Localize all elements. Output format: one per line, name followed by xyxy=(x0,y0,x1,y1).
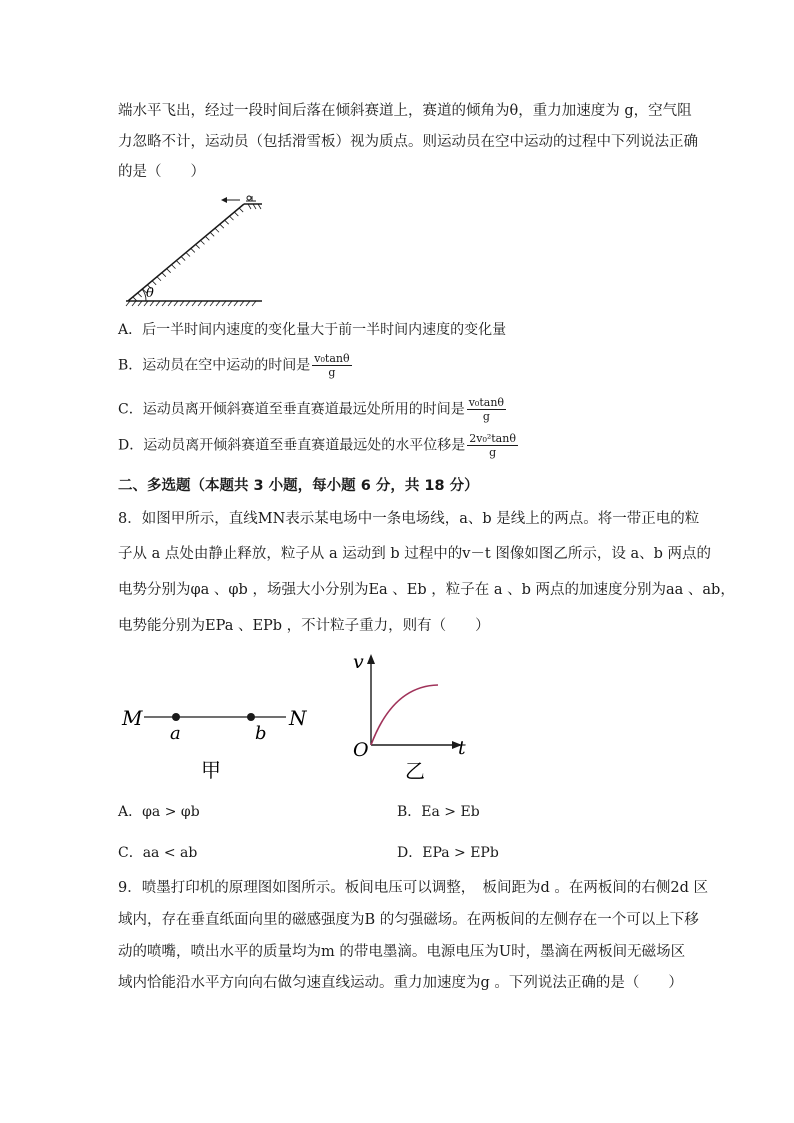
label-a: a xyxy=(170,723,181,744)
theta-label: θ xyxy=(146,286,154,301)
q7-line-2: 力忽略不计，运动员（包括滑雪板）视为质点。则运动员在空中运动的过程中下列说法正确 xyxy=(118,134,698,150)
label-m: M xyxy=(122,706,143,730)
q8-option-d: D．EPa > EPb xyxy=(397,845,499,861)
q9-line-4: 域内恰能沿水平方向向右做匀速直线运动。重力加速度为g 。下列说法正确的是（ ） xyxy=(118,975,683,991)
q7-option-d-text: D．运动员离开倾斜赛道至垂直赛道最远处的水平位移是 xyxy=(118,437,466,454)
q7-option-c-fraction xyxy=(467,396,506,423)
fraction-denominator: g xyxy=(328,366,336,379)
label-v: v xyxy=(353,651,364,673)
q7-option-a: A．后一半时间内速度的变化量大于前一半时间内速度的变化量 xyxy=(118,322,507,338)
label-o: O xyxy=(353,739,369,761)
q7-option-b-fraction xyxy=(312,352,351,379)
fraction-numerator: 2v₀²tanθ xyxy=(469,432,516,445)
q7-line-3: 的是（ ） xyxy=(118,164,205,180)
q7-option-b-text: B．运动员在空中运动的时间是 xyxy=(118,357,311,374)
figure-yi xyxy=(348,648,478,783)
label-b: b xyxy=(255,723,267,744)
q8-option-a: A．φa > φb xyxy=(118,804,200,820)
section-heading: 二、多选题（本题共 3 小题，每小题 6 分，共 18 分） xyxy=(118,478,479,494)
q9-line-2: 域内，存在垂直纸面向里的磁感强度为B 的匀强磁场。在两板间的左侧存在一个可以上下移 xyxy=(118,912,699,928)
q8-line-3: 电势分别为φa 、φb ，场强大小分别为Ea 、Eb ，粒子在 a 、b 两点的加速度分别为aa 、ab， xyxy=(118,582,735,598)
label-t: t xyxy=(458,737,466,759)
figure-jia xyxy=(118,690,318,790)
fraction-denominator: g xyxy=(489,446,497,459)
q8-option-b: B．Ea > Eb xyxy=(397,804,480,820)
fraction-numerator: v₀tanθ xyxy=(314,352,350,365)
vt-curve xyxy=(371,685,438,745)
q7-option-c xyxy=(118,396,506,423)
q7-option-d xyxy=(118,432,518,459)
caption-yi: 乙 xyxy=(405,759,425,783)
q7-option-b xyxy=(118,352,352,379)
caption-jia: 甲 xyxy=(201,758,221,782)
q8-option-c: C．aa < ab xyxy=(118,845,198,861)
label-n: N xyxy=(289,706,307,730)
q7-option-d-fraction xyxy=(467,432,518,459)
fraction-numerator: v₀tanθ xyxy=(468,396,505,409)
q8-line-4: 电势能分别为EPa 、EPb ，不计粒子重力，则有（ ） xyxy=(118,618,490,634)
q9-line-1: 9．喷墨打印机的原理图如图所示。板间电压可以调整， 板间距为d 。在两板间的右侧2d 区 xyxy=(118,880,708,896)
q7-line-1: 端水平飞出，经过一段时间后落在倾斜赛道上，赛道的倾角为θ，重力加速度为 g，空气阻 xyxy=(118,103,692,119)
q8-line-1: 8．如图甲所示，直线MN表示某电场中一条电场线，a、b 是线上的两点。将一带正电的粒 xyxy=(118,511,700,527)
q8-line-2: 子从 a 点处由静止释放，粒子从 a 运动到 b 过程中的v－t 图像如图乙所示，设 a、b 两点的 xyxy=(118,546,711,562)
ski-slope-figure xyxy=(118,192,278,312)
q9-line-3: 动的喷嘴，喷出水平的质量均为m 的带电墨滴。电源电压为U时，墨滴在两板间无磁场区 xyxy=(118,944,686,960)
q7-option-c-text: C．运动员离开倾斜赛道至垂直赛道最远处所用的时间是 xyxy=(118,401,465,418)
fraction-denominator: g xyxy=(482,410,490,423)
